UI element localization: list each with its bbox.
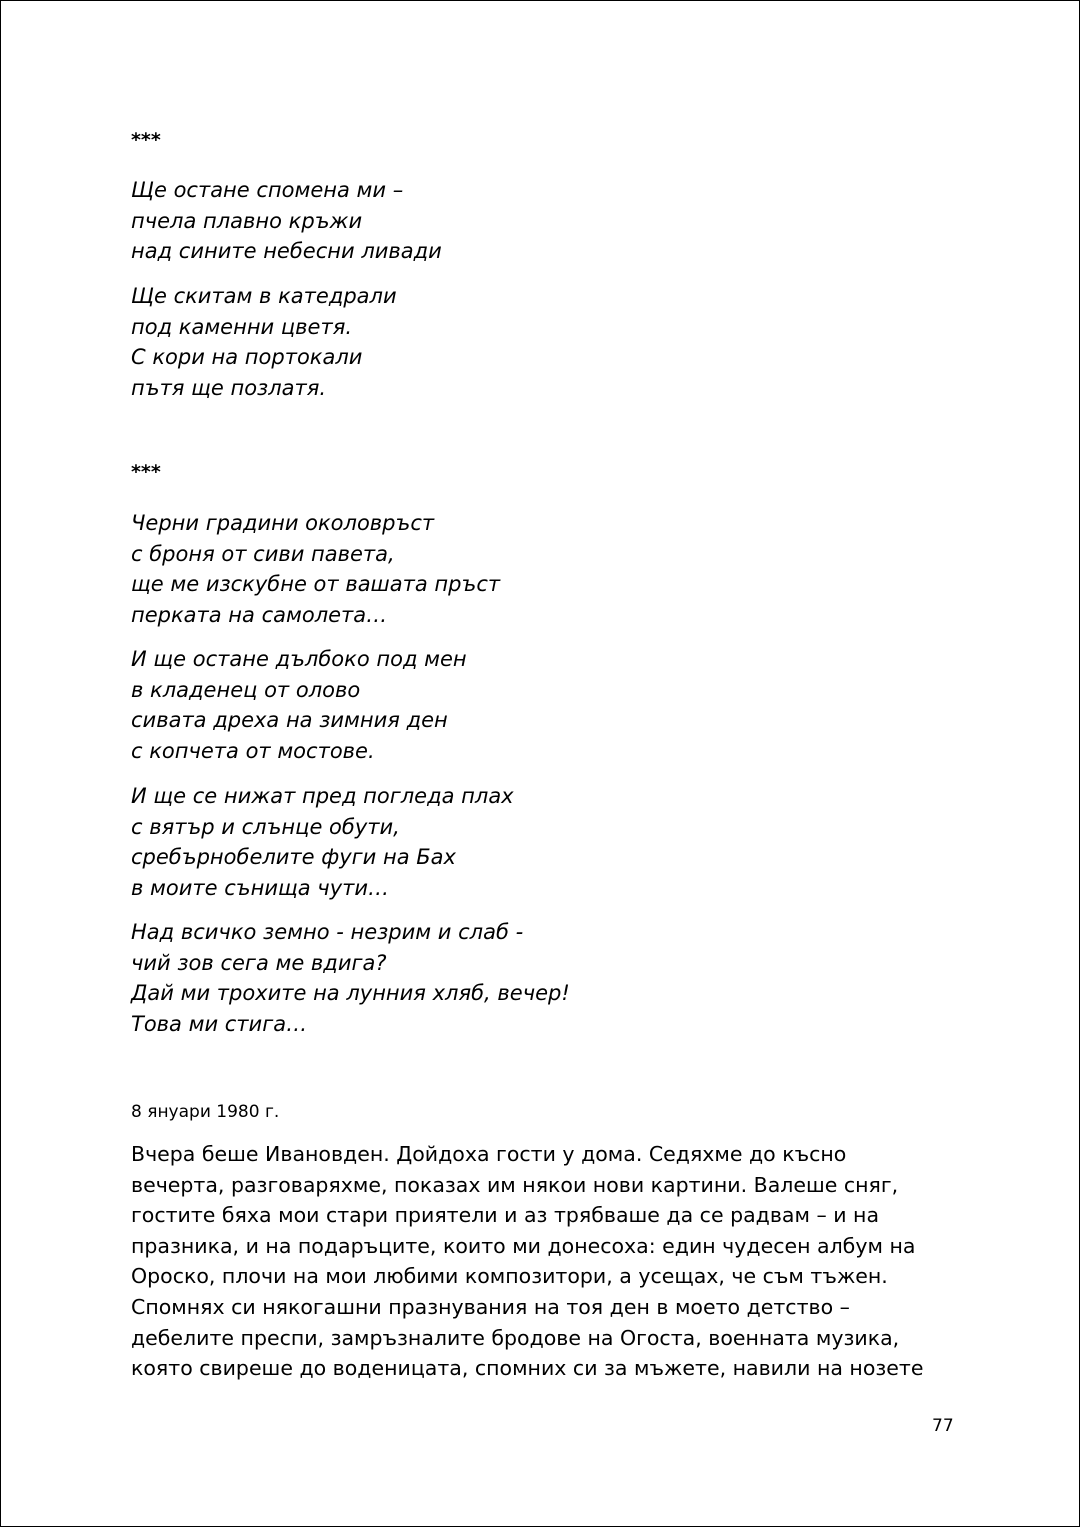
poem-line: Черни градини околовръст — [131, 511, 435, 535]
poem-line: с вятър и слънце обути, — [131, 814, 400, 839]
poem-line: с копчета от мостове. — [131, 738, 375, 763]
poem-line: перката на самолета… — [131, 602, 388, 627]
diary-date: 8 януари 1980 г. — [131, 1102, 280, 1122]
poem-line: Това ми стига… — [131, 1011, 308, 1036]
poem-line: Над всичко земно - незрим и слаб - — [131, 920, 524, 944]
paragraph-line: вечерта, разговаряхме, показах им някои нови картини. Валеше сняг, — [131, 1172, 899, 1197]
poem-stanza — [131, 917, 951, 1039]
paragraph-line: Спомнях си някогашни празнувания на тоя ден в моето детство – — [131, 1294, 850, 1319]
page-number: 77 — [932, 1416, 954, 1436]
paragraph-line: Вчера беше Ивановден. Дойдоха гости у дома. Седяхме до късно — [131, 1142, 847, 1166]
paragraph-line: празника, и на подаръците, които ми донесоха: един чудесен албум на — [131, 1233, 916, 1258]
poem-line: сивата дреха на зимния ден — [131, 708, 448, 732]
poem-stanza — [131, 781, 951, 903]
paragraph-line: Ороско, плочи на мои любими композитори, а усещах, че съм тъжен. — [131, 1264, 888, 1289]
poem-stanza — [131, 175, 951, 267]
poem-separator: *** — [131, 461, 161, 483]
poem-separator: *** — [131, 129, 161, 151]
poem-line: чий зов сега ме вдига? — [131, 950, 387, 975]
poem-line: ще ме изскубне от вашата пръст — [131, 572, 501, 596]
poem-line: сребърнобелите фуги на Бах — [131, 845, 456, 869]
poem-line: пътя ще позлатя. — [131, 375, 327, 400]
poem-line: И ще остане дълбоко под мен — [131, 647, 467, 671]
paragraph-line: гостите бяха мои стари приятели и аз трябваше да се радвам – и на — [131, 1203, 880, 1228]
poem-stanza — [131, 508, 951, 630]
poem-line: в кладенец от олово — [131, 677, 361, 702]
poem-line: Дай ми трохите на лунния хляб, вечер! — [131, 981, 570, 1005]
poem-line: И ще се нижат пред погледа плах — [131, 784, 514, 808]
poem-line: над сините небесни ливади — [131, 239, 442, 263]
poem-line: с броня от сиви павета, — [131, 541, 395, 566]
poem-line: пчела плавно кръжи — [131, 208, 363, 233]
poem-line: С кори на портокали — [131, 345, 363, 369]
poem-line: Ще остане спомена ми – — [131, 178, 404, 202]
paragraph-line: която свиреше до воденицата, спомних си за мъжете, навили на нозете — [131, 1356, 924, 1381]
poem-stanza — [131, 281, 951, 403]
poem-stanza — [131, 644, 951, 766]
poem-line: под каменни цветя. — [131, 314, 353, 339]
poem-line: Ще скитам в катедрали — [131, 284, 397, 308]
poem-line: в моите сънища чути… — [131, 875, 390, 900]
diary-paragraph — [131, 1139, 961, 1384]
paragraph-line: дебелите преспи, замръзналите бродове на Огоста, военната музика, — [131, 1325, 900, 1350]
